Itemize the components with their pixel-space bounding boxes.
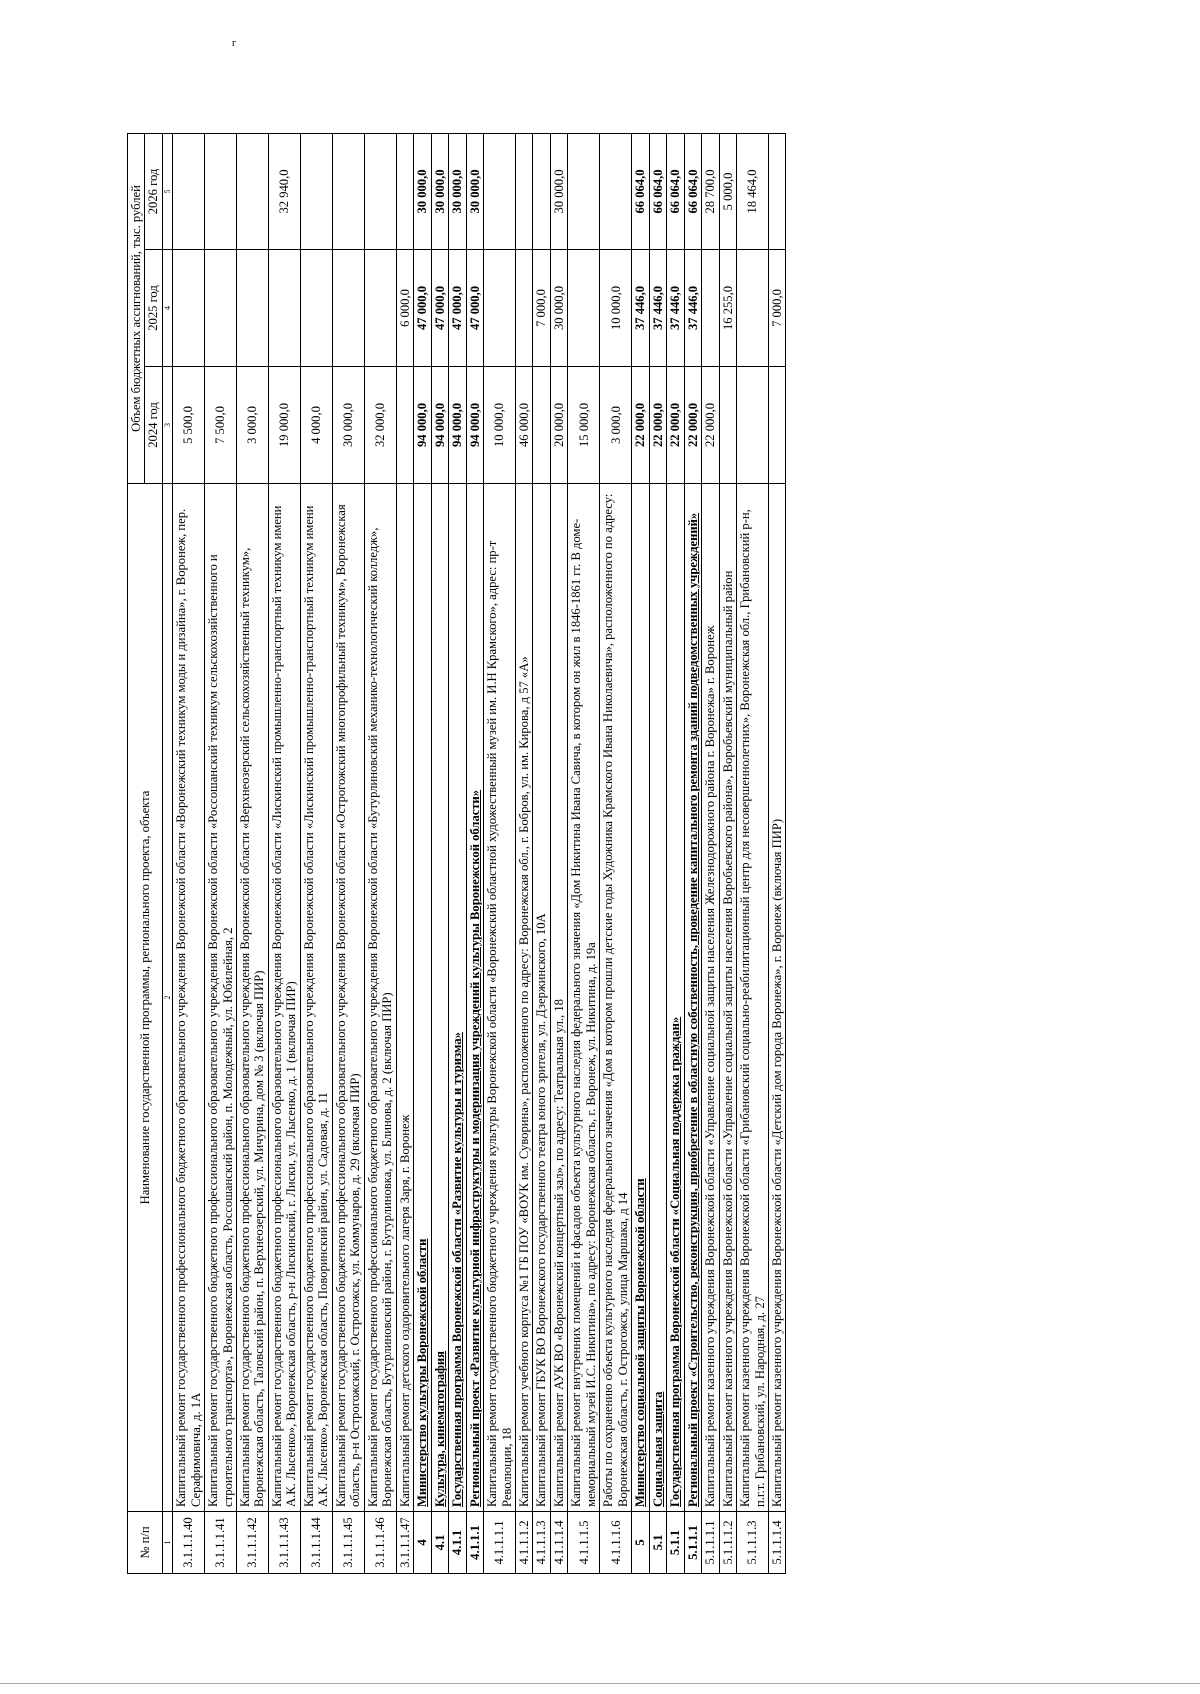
row-name: Капитальный ремонт учебного корпуса №1 ГБ ПОУ «ВОУК им. Суворина», расположенного по адресу: Воронежская обл., г. Бобров, ул. им. Кирова, д 57 «А» — [515, 484, 532, 1512]
row-name: Капитальный ремонт государственного бюджетного профессионального образовательного учреждения Воронежской области «Лискинский промышленно-транспортный техникум имени А.К. Лысенко», Воронежская область, Поворинский район, ул. Садовая, д. 11 — [300, 484, 332, 1512]
row-number: 5.1.1 — [667, 1512, 684, 1574]
row-value-2026 — [300, 133, 332, 249]
row-number: 4 — [414, 1512, 431, 1574]
row-name: Капитальный ремонт АУК ВО «Воронежский концертный зал», по адресу: Театральная ул., 18 — [550, 484, 567, 1512]
table-row — [719, 133, 736, 1573]
row-name: Региональный проект «Строительство, реконструкция, приобретение в областную собственность, проведение капитального ремонта зданий подведомственных учреждений» — [684, 484, 701, 1512]
table-row — [600, 133, 632, 1573]
row-name: Социальная защита — [649, 484, 666, 1512]
row-name: Капитальный ремонт государственного профессионального бюджетного образовательного учреждения Воронежской области «Воронежский техникум моды и дизайна», г. Воронеж, пер. Серафимовича, д. 1А — [173, 484, 205, 1512]
row-value-2026: 18 464,0 — [737, 133, 769, 249]
row-number: 4.1.1.1.3 — [533, 1512, 550, 1574]
row-value-2024 — [719, 367, 736, 484]
row-value-2026 — [769, 133, 786, 249]
row-number: 4.1.1.1.6 — [600, 1512, 632, 1574]
row-name: Министерство культуры Воронежской области — [414, 484, 431, 1512]
row-value-2024: 22 000,0 — [632, 367, 649, 484]
row-value-2025 — [237, 250, 269, 367]
row-value-2025 — [568, 250, 600, 367]
row-name: Государственная программа Воронежской области «Развитие культуры и туризма» — [449, 484, 466, 1512]
row-name: Региональный проект «Развитие культурной инфраструктуры и модернизация учреждений культуры Воронежской области» — [466, 484, 483, 1512]
row-value-2025 — [205, 250, 237, 367]
column-number-1: 1 — [162, 1512, 172, 1574]
page-bottom-line — [0, 1683, 1200, 1684]
row-number: 4.1.1.1.5 — [568, 1512, 600, 1574]
row-value-2026 — [396, 133, 413, 249]
row-value-2024 — [769, 367, 786, 484]
table-row — [702, 133, 719, 1573]
header-year-2025: 2025 год — [145, 250, 162, 367]
column-number-3: 3 — [162, 367, 172, 484]
column-number-4: 4 — [162, 250, 172, 367]
table-row — [205, 133, 237, 1573]
header-year-2026: 2026 год — [145, 133, 162, 249]
row-value-2025: 47 000,0 — [466, 250, 483, 367]
table-row — [414, 133, 431, 1573]
row-value-2026 — [364, 133, 396, 249]
table-body — [173, 133, 786, 1573]
row-name: Капитальный ремонт государственного бюджетного учреждения культуры Воронежской области «Воронежский областной художественный музей им. И.Н Крамского», адрес: пр-т Революции, 18 — [484, 484, 516, 1512]
table-row — [550, 133, 567, 1573]
row-value-2024: 7 500,0 — [205, 367, 237, 484]
margin-mark: г — [232, 38, 237, 49]
row-number: 3.1.1.1.43 — [268, 1512, 300, 1574]
row-value-2026: 66 064,0 — [632, 133, 649, 249]
row-value-2025: 47 000,0 — [449, 250, 466, 367]
row-value-2025: 30 000,0 — [550, 250, 567, 367]
row-name: Министерство социальной защиты Воронежской области — [632, 484, 649, 1512]
row-value-2024: 4 000,0 — [300, 367, 332, 484]
row-value-2026: 30 000,0 — [449, 133, 466, 249]
row-value-2024: 22 000,0 — [667, 367, 684, 484]
row-value-2026 — [568, 133, 600, 249]
row-value-2026: 66 064,0 — [667, 133, 684, 249]
row-value-2025 — [515, 250, 532, 367]
row-value-2025 — [364, 250, 396, 367]
row-value-2026 — [205, 133, 237, 249]
row-value-2024: 94 000,0 — [431, 367, 448, 484]
row-value-2024: 22 000,0 — [684, 367, 701, 484]
table-row — [769, 133, 786, 1573]
row-value-2024: 15 000,0 — [568, 367, 600, 484]
row-number: 3.1.1.1.46 — [364, 1512, 396, 1574]
budget-allocation-table — [127, 133, 786, 1574]
row-value-2024: 20 000,0 — [550, 367, 567, 484]
row-number: 5.1.1.1.3 — [737, 1512, 769, 1574]
table-row — [431, 133, 448, 1573]
row-value-2026: 5 000,0 — [719, 133, 736, 249]
table-row — [364, 133, 396, 1573]
row-number: 3.1.1.1.40 — [173, 1512, 205, 1574]
row-value-2024: 30 000,0 — [332, 367, 364, 484]
row-number: 5.1.1.1.2 — [719, 1512, 736, 1574]
row-value-2026: 30 000,0 — [431, 133, 448, 249]
row-value-2024: 5 500,0 — [173, 367, 205, 484]
table-row — [632, 133, 649, 1573]
row-value-2024 — [737, 367, 769, 484]
row-value-2026: 30 000,0 — [550, 133, 567, 249]
table-row — [268, 133, 300, 1573]
row-number: 5.1 — [649, 1512, 666, 1574]
row-number: 4.1.1.1.4 — [550, 1512, 567, 1574]
row-value-2025: 6 000,0 — [396, 250, 413, 367]
row-number: 3.1.1.1.45 — [332, 1512, 364, 1574]
row-value-2025: 7 000,0 — [533, 250, 550, 367]
table-row — [568, 133, 600, 1573]
row-number: 3.1.1.1.44 — [300, 1512, 332, 1574]
row-name: Капитальный ремонт казенного учреждения Воронежской области «Детский дом города Воронежа», г. Воронеж (включая ПИР) — [769, 484, 786, 1512]
row-name: Государственная программа Воронежской области «Социальная поддержка граждан» — [667, 484, 684, 1512]
row-number: 4.1.1.1.2 — [515, 1512, 532, 1574]
row-number: 3.1.1.1.42 — [237, 1512, 269, 1574]
row-value-2025: 47 000,0 — [431, 250, 448, 367]
row-value-2024: 22 000,0 — [649, 367, 666, 484]
row-value-2025 — [484, 250, 516, 367]
row-number: 3.1.1.1.41 — [205, 1512, 237, 1574]
row-value-2024: 94 000,0 — [466, 367, 483, 484]
rotated-table-container — [127, 134, 1062, 1574]
row-value-2026 — [237, 133, 269, 249]
row-name: Капитальный ремонт внутренних помещений и фасадов объекта культурного наследия федерального значения «Дом Никитина Ивана Савича, в котором он жил в 1846-1861 гг. В доме-мемориальный музей И.С. Никитина», по адресу: Воронежская область, г. Воронеж, ул. Никитина, д. 19а — [568, 484, 600, 1512]
table-row — [449, 133, 466, 1573]
row-value-2026 — [173, 133, 205, 249]
table-row — [684, 133, 701, 1573]
row-value-2025: 7 000,0 — [769, 250, 786, 367]
row-name: Капитальный ремонт государственного бюджетного профессионального образовательного учреждения Воронежской области «Лискинский промышленно-транспортный техникум имени А.К. Лысенко», Воронежская область, р-н Лискинский, г. Лиски, ул. Лысенко, д. 1 (включая ПИР) — [268, 484, 300, 1512]
row-value-2025: 16 255,0 — [719, 250, 736, 367]
row-name: Капитальный ремонт государственного бюджетного профессионального образовательного учреждения Воронежской области «Верхнеозерский сельскохозяйственный техникум», Воронежская область, Таловский район, п. Верхнеозерский, ул. Мичурина, дом № 3 (включая ПИР) — [237, 484, 269, 1512]
row-name: Капитальный ремонт детского оздоровительного лагеря Заря, г. Воронеж — [396, 484, 413, 1512]
row-value-2025 — [737, 250, 769, 367]
row-value-2026 — [533, 133, 550, 249]
table-row — [466, 133, 483, 1573]
row-value-2025: 10 000,0 — [600, 250, 632, 367]
row-value-2024: 46 000,0 — [515, 367, 532, 484]
row-value-2026: 30 000,0 — [466, 133, 483, 249]
column-number-2: 2 — [162, 484, 172, 1512]
row-value-2025: 37 446,0 — [667, 250, 684, 367]
row-value-2024: 3 000,0 — [237, 367, 269, 484]
row-value-2026 — [484, 133, 516, 249]
row-value-2025 — [702, 250, 719, 367]
row-number: 3.1.1.1.47 — [396, 1512, 413, 1574]
row-value-2024: 22 000,0 — [702, 367, 719, 484]
row-number: 5.1.1.1.1 — [702, 1512, 719, 1574]
column-number-5: 5 — [162, 133, 172, 249]
row-name: Капитальный ремонт казенного учреждения Воронежской области «Управление социальной защиты населения Воробьевского района», Воробьевский муниципальный район — [719, 484, 736, 1512]
row-value-2025 — [268, 250, 300, 367]
row-value-2024 — [533, 367, 550, 484]
row-name: Культура, кинематография — [431, 484, 448, 1512]
header-number: № п/п — [128, 1512, 163, 1574]
row-value-2026 — [600, 133, 632, 249]
row-value-2026: 28 700,0 — [702, 133, 719, 249]
row-number: 4.1.1 — [449, 1512, 466, 1574]
table-row — [667, 133, 684, 1573]
row-value-2026: 66 064,0 — [684, 133, 701, 249]
row-name: Капитальный ремонт казенного учреждения Воронежской области «Грибановский социально-реабилитационный центр для несовершеннолетних», Воронежская обл., Грибановский р-н, п.г.т. Грибановский, ул. Народная, д. 27 — [737, 484, 769, 1512]
row-name: Капитальный ремонт государственного бюджетного профессионального образовательного учреждения Воронежской области «Острогожский многопрофильный техникум», Воронежская область, р-н Острогожский, г. Острогожск, ул. Коммунаров, д. 29 (включая ПИР) — [332, 484, 364, 1512]
row-value-2025: 47 000,0 — [414, 250, 431, 367]
row-number: 5 — [632, 1512, 649, 1574]
table-row — [237, 133, 269, 1573]
row-value-2024: 94 000,0 — [449, 367, 466, 484]
row-value-2026: 30 000,0 — [414, 133, 431, 249]
row-value-2024: 19 000,0 — [268, 367, 300, 484]
row-value-2024: 3 000,0 — [600, 367, 632, 484]
header-amount: Объем бюджетных ассигнований, тыс. рублей — [128, 133, 145, 483]
row-number: 5.1.1.1 — [684, 1512, 701, 1574]
row-name: Капитальный ремонт ГБУК ВО Воронежского государственного театра юного зрителя, ул. Дзержинского, 10А — [533, 484, 550, 1512]
row-name: Работы по сохранению объекта культурного наследия федерального значения «Дом в котором прошли детские годы Художника Крамского Ивана Николаевича», расположенного по адресу: Воронежская область, г. Острогожск, улица Маршака, д 14 — [600, 484, 632, 1512]
row-value-2025 — [173, 250, 205, 367]
row-value-2025 — [332, 250, 364, 367]
row-name: Капитальный ремонт казенного учреждения Воронежской области «Управление социальной защиты населения Железнодорожного района г. Воронежа» г. Воронеж — [702, 484, 719, 1512]
row-value-2024: 32 000,0 — [364, 367, 396, 484]
row-value-2025 — [300, 250, 332, 367]
row-number: 4.1.1.1.1 — [484, 1512, 516, 1574]
row-value-2026: 32 940,0 — [268, 133, 300, 249]
row-value-2026 — [515, 133, 532, 249]
row-name: Капитальный ремонт государственного бюджетного профессионального образовательного учреждения Воронежской области «Россошанский техникум сельскохозяйственного и строительного транспорта», Воронежская область, Россошанский район, п. Молодежный, ул. Юбилейная, 2 — [205, 484, 237, 1512]
table-row — [515, 133, 532, 1573]
table-row — [173, 133, 205, 1573]
row-value-2025: 37 446,0 — [684, 250, 701, 367]
row-name: Капитальный ремонт государственного профессионального бюджетного образовательного учреждения Воронежской области «Бутурлиновский механико-технологический колледж», Воронежская область, Бутурлиновский район, г. Бутурлиновка, ул. Блинова, д. 2 (включая ПИР) — [364, 484, 396, 1512]
table-row — [396, 133, 413, 1573]
row-value-2024: 94 000,0 — [414, 367, 431, 484]
row-value-2025: 37 446,0 — [632, 250, 649, 367]
table-row — [649, 133, 666, 1573]
row-number: 4.1.1.1 — [466, 1512, 483, 1574]
row-value-2024 — [396, 367, 413, 484]
table-row — [737, 133, 769, 1573]
table-row — [300, 133, 332, 1573]
row-number: 4.1 — [431, 1512, 448, 1574]
header-year-2024: 2024 год — [145, 367, 162, 484]
row-value-2026: 66 064,0 — [649, 133, 666, 249]
row-value-2025: 37 446,0 — [649, 250, 666, 367]
row-value-2026 — [332, 133, 364, 249]
table-row — [332, 133, 364, 1573]
row-value-2024: 10 000,0 — [484, 367, 516, 484]
row-number: 5.1.1.1.4 — [769, 1512, 786, 1574]
table-row — [484, 133, 516, 1573]
table-row — [533, 133, 550, 1573]
header-name: Наименование государственной программы, регионального проекта, объекта — [128, 484, 163, 1512]
